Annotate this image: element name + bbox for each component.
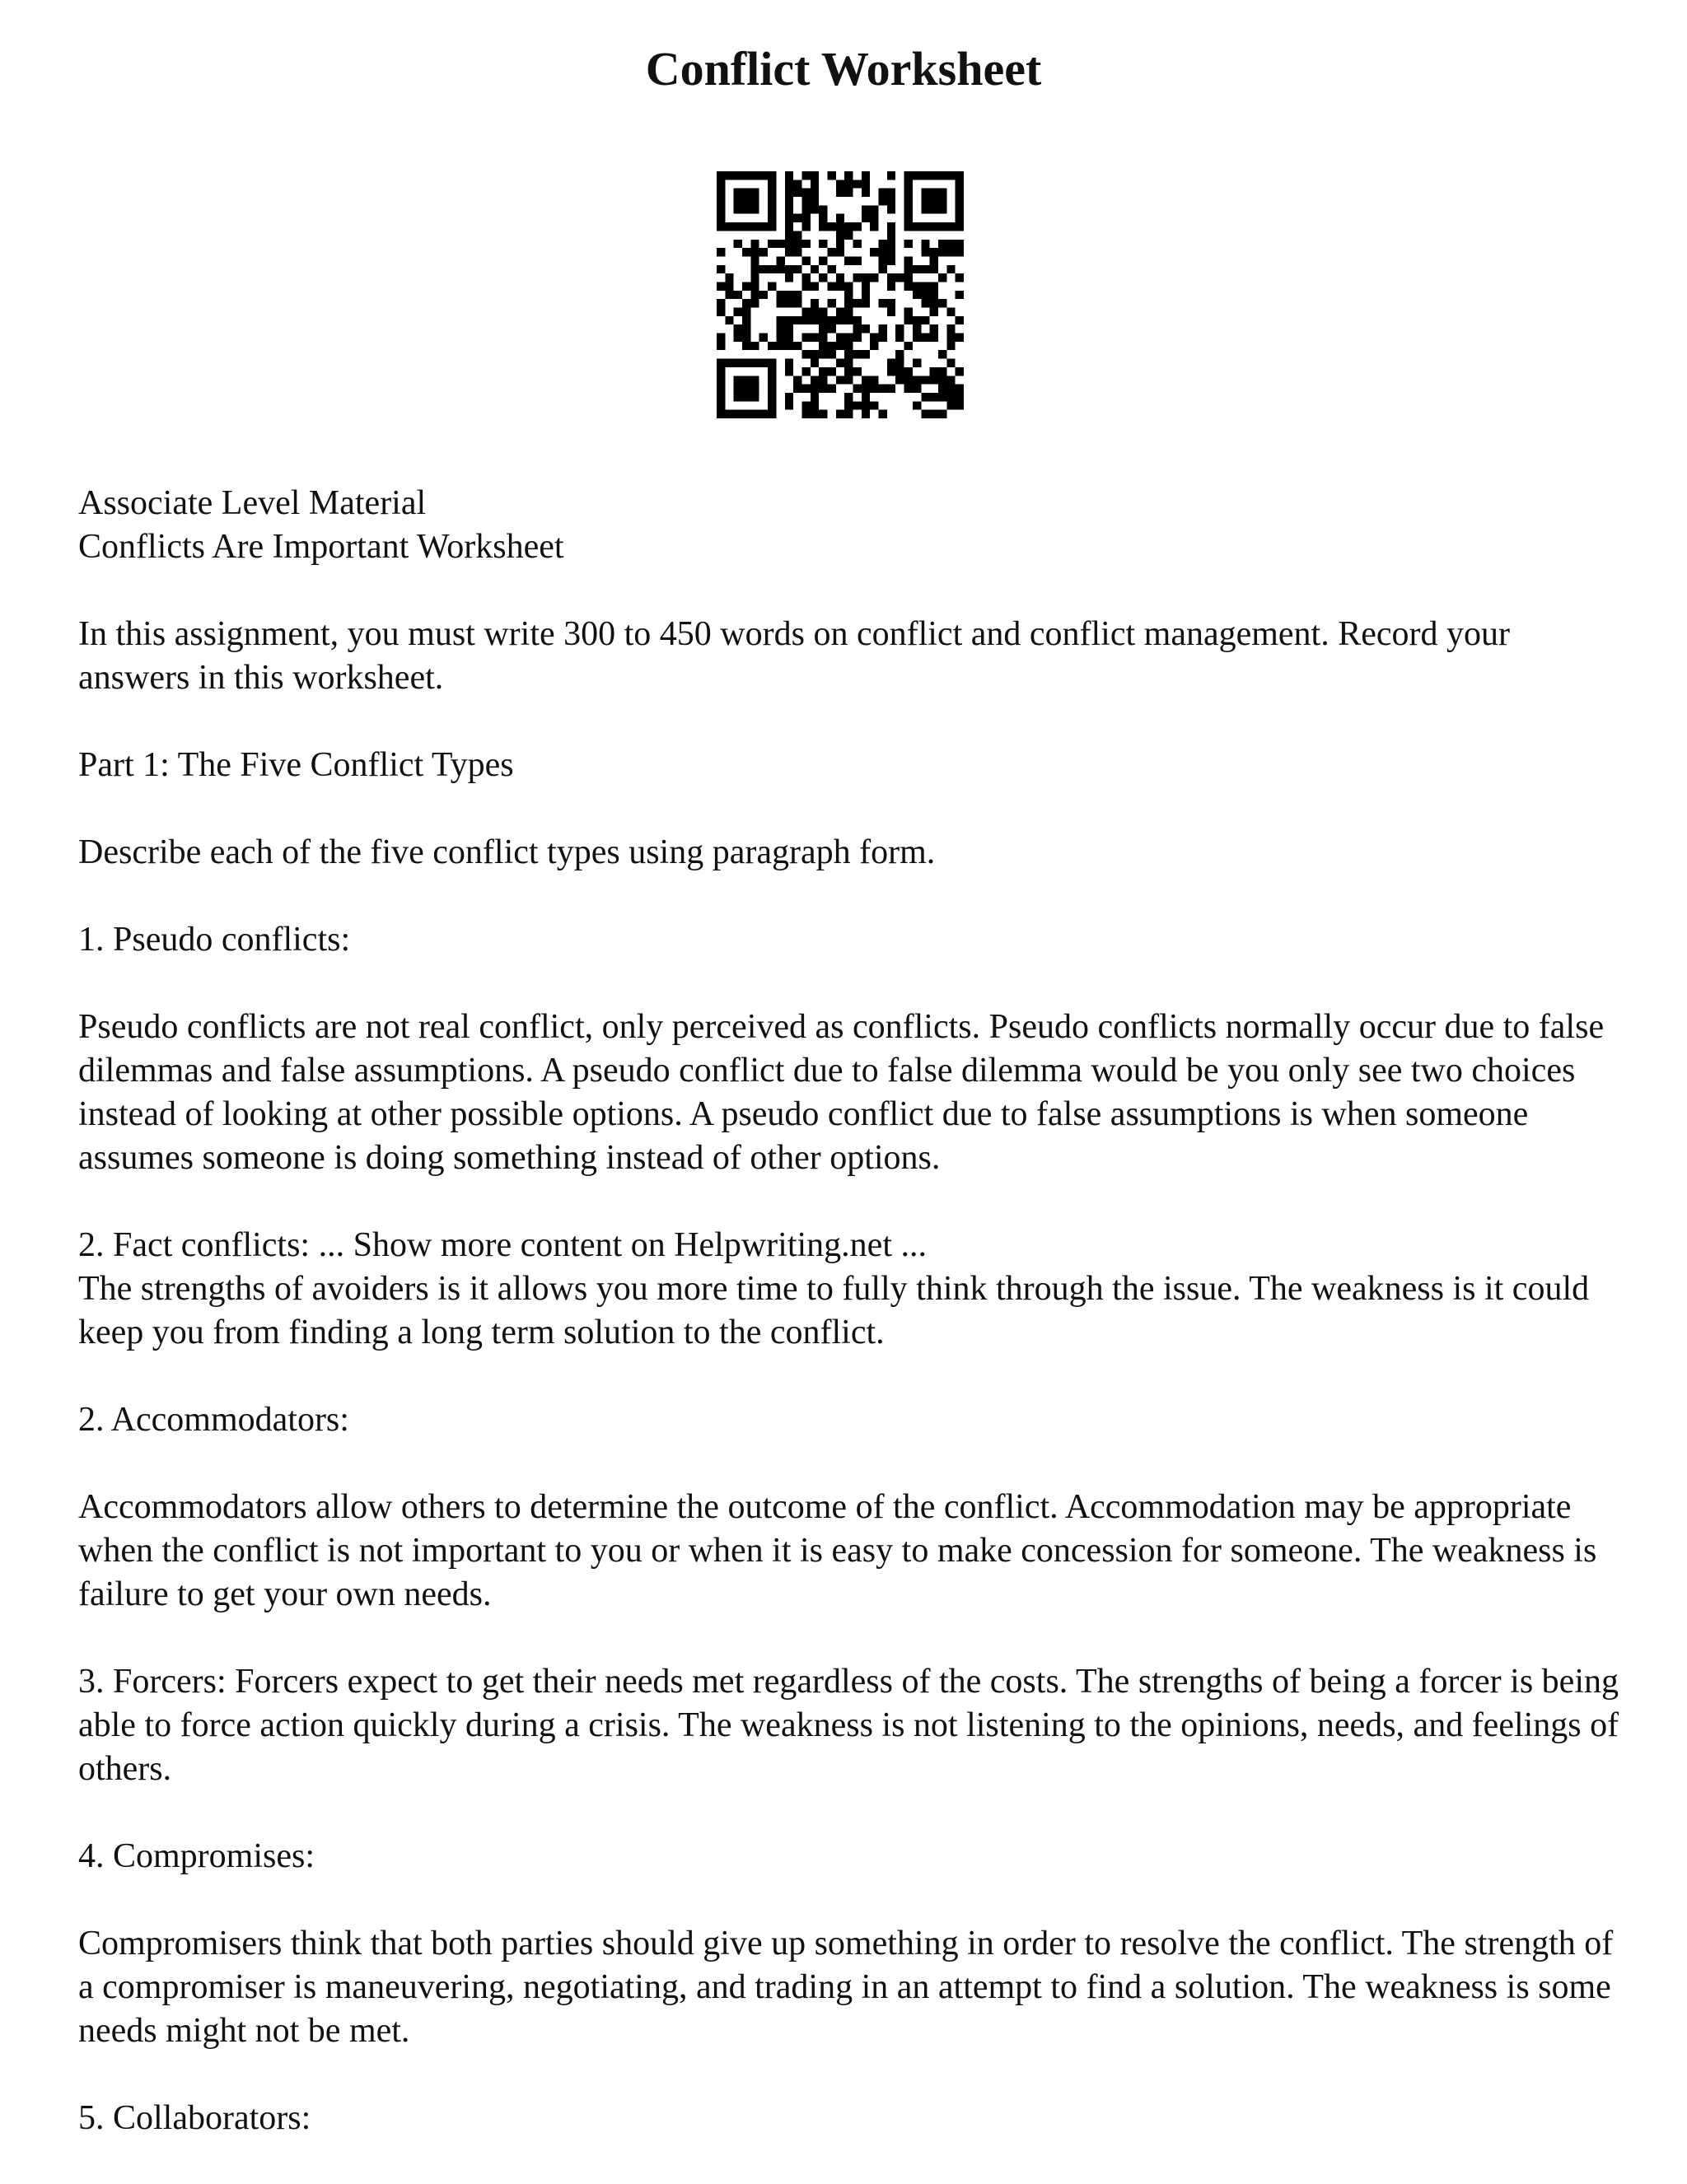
intro-paragraph: In this assignment, you must write 300 to 450 words on conflict and conflict management. Record your answers in this worksheet.	[78, 615, 1510, 697]
collaborators-label: 5. Collaborators:	[78, 2099, 311, 2137]
forcers-paragraph: 3. Forcers: Forcers expect to get their needs met regardless of the costs. The strengths of being a forcer is being able to force action quickly during a crisis. The weakness is not listening to the opinions, needs, and feelings of others.	[78, 1663, 1619, 1788]
qr-code-icon	[717, 171, 964, 418]
header-line-worksheet: Conflicts Are Important Worksheet	[78, 528, 564, 566]
part1-heading: Part 1: The Five Conflict Types	[78, 746, 514, 784]
accommodators-body: Accommodators allow others to determine the outcome of the conflict. Accommodation may be appropriate when the conflict is not important to you or when it is easy to make concession for someone. The weakness is failure to get your own needs.	[78, 1488, 1597, 1613]
item2-label: 2. Fact conflicts: ... Show more content on Helpwriting.net ...	[78, 1226, 927, 1264]
compromises-label: 4. Compromises:	[78, 1837, 315, 1875]
instruction-paragraph: Describe each of the five conflict types using paragraph form.	[78, 833, 936, 871]
item1-body: Pseudo conflicts are not real conflict, only perceived as conflicts. Pseudo conflicts normally occur due to false dilemmas and false assumptions. A pseudo conflict due to false dilemma would be you only see two choices instead of looking at other possible options. A pseudo conflict due to false assumptions is when someone assumes someone is doing something instead of other options.	[78, 1008, 1605, 1177]
item1-label: 1. Pseudo conflicts:	[78, 921, 351, 959]
worksheet-body	[78, 482, 1627, 2184]
compromises-body: Compromisers think that both parties should give up something in order to resolve the conflict. The strength of a compromiser is maneuvering, negotiating, and trading in an attempt to find a solution. The weakness is some needs might not be met.	[78, 1925, 1614, 2050]
item2-body: The strengths of avoiders is it allows you more time to fully think through the issue. The weakness is it could keep you from finding a long term solution to the conflict.	[78, 1270, 1590, 1351]
qr-code-graphic	[717, 171, 964, 418]
accommodators-label: 2. Accommodators:	[78, 1401, 349, 1439]
page-title: Conflict Worksheet	[645, 42, 1042, 96]
header-line-material: Associate Level Material	[78, 484, 427, 522]
